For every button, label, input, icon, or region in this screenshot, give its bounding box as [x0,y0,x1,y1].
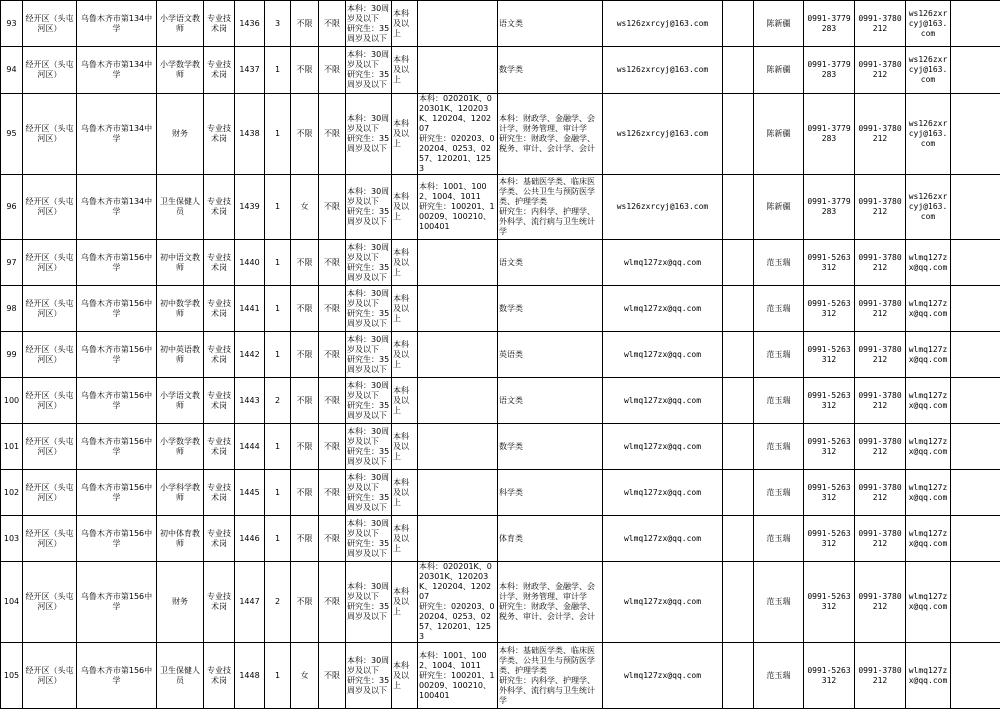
cell-contact: 范玉瑞 [754,332,804,378]
cell-blank [951,378,1000,424]
cell-phone1: 0991-5263312 [804,562,855,643]
table-row [1,424,1000,470]
cell-major: 科学类 [498,470,603,516]
cell-type: 专业技术岗 [204,94,235,175]
cell-email: ws126zxrcyj@163.com [603,47,723,94]
cell-blank [951,94,1000,175]
cell-email2: wlmq127zx@qq.com [906,643,951,709]
cell-phone2: 0991-3780212 [855,424,906,470]
cell-type: 专业技术岗 [204,643,235,709]
cell-position: 初中英语教师 [157,332,204,378]
cell-education: 本科及以上 [392,332,418,378]
cell-email2: wlmq127zx@qq.com [906,516,951,562]
cell-age: 本科：30周岁及以下 研究生：35周岁及以下 [346,240,392,286]
cell-blank [723,286,754,332]
cell-school: 乌鲁木齐市第156中学 [77,332,157,378]
cell-email: ws126zxrcyj@163.com [603,1,723,47]
cell-gender: 不限 [291,516,319,562]
cell-district: 经开区（头屯河区） [23,424,77,470]
cell-blank [951,643,1000,709]
cell-email: wlmq127zx@qq.com [603,378,723,424]
cell-no: 99 [1,332,23,378]
cell-blank [723,1,754,47]
cell-type: 专业技术岗 [204,332,235,378]
cell-major: 语文类 [498,378,603,424]
cell-code: 1445 [235,470,265,516]
cell-email: wlmq127zx@qq.com [603,516,723,562]
cell-district: 经开区（头屯河区） [23,470,77,516]
cell-district: 经开区（头屯河区） [23,562,77,643]
cell-type: 专业技术岗 [204,175,235,240]
cell-ethnic: 不限 [319,378,346,424]
cell-age: 本科：30周岁及以下 研究生：35周岁及以下 [346,516,392,562]
cell-email2: ws126zxrcyj@163.com [906,175,951,240]
cell-type: 专业技术岗 [204,516,235,562]
cell-gender: 不限 [291,1,319,47]
cell-major: 本科：基础医学类、临床医学类、公共卫生与预防医学类、护理学类 研究生：内科学、护理学、外科学、流行病与卫生统计学 [498,643,603,709]
cell-count: 1 [265,332,291,378]
cell-major: 语文类 [498,1,603,47]
cell-age: 本科：30周岁及以下 研究生：35周岁及以下 [346,378,392,424]
cell-blank [951,1,1000,47]
table-row [1,94,1000,175]
cell-code: 1444 [235,424,265,470]
cell-school: 乌鲁木齐市第134中学 [77,1,157,47]
cell-phone1: 0991-5263312 [804,378,855,424]
cell-contact: 范玉瑞 [754,378,804,424]
table-row [1,643,1000,709]
cell-major: 本科：基础医学类、临床医学类、公共卫生与预防医学类、护理学类 研究生：内科学、护理学、外科学、流行病与卫生统计学 [498,175,603,240]
cell-education: 本科及以上 [392,424,418,470]
cell-ethnic: 不限 [319,562,346,643]
cell-phone2: 0991-3780212 [855,643,906,709]
cell-blank [951,562,1000,643]
cell-education: 本科及以上 [392,562,418,643]
cell-email: wlmq127zx@qq.com [603,470,723,516]
cell-phone2: 0991-3780212 [855,286,906,332]
cell-position: 初中语文教师 [157,240,204,286]
cell-no: 94 [1,47,23,94]
cell-phone1: 0991-5263312 [804,424,855,470]
cell-email: wlmq127zx@qq.com [603,424,723,470]
cell-gender: 不限 [291,562,319,643]
cell-phone1: 0991-5263312 [804,643,855,709]
cell-email2: ws126zxrcyj@163.com [906,94,951,175]
cell-school: 乌鲁木齐市第156中学 [77,562,157,643]
cell-email2: wlmq127zx@qq.com [906,332,951,378]
cell-major-code [418,240,498,286]
cell-code: 1448 [235,643,265,709]
cell-district: 经开区（头屯河区） [23,286,77,332]
cell-blank [951,332,1000,378]
cell-major-code [418,332,498,378]
table-body [1,1,1000,709]
cell-email2: wlmq127zx@qq.com [906,470,951,516]
cell-major-code [418,470,498,516]
cell-no: 95 [1,94,23,175]
cell-email2: wlmq127zx@qq.com [906,378,951,424]
table-row [1,240,1000,286]
cell-contact: 范玉瑞 [754,470,804,516]
cell-count: 1 [265,240,291,286]
cell-position: 财务 [157,94,204,175]
cell-email: ws126zxrcyj@163.com [603,175,723,240]
cell-ethnic: 不限 [319,1,346,47]
cell-phone1: 0991-3779283 [804,47,855,94]
cell-blank [723,470,754,516]
cell-age: 本科：30周岁及以下 研究生：35周岁及以下 [346,175,392,240]
cell-email: wlmq127zx@qq.com [603,562,723,643]
cell-education: 本科及以上 [392,1,418,47]
cell-position: 卫生保健人员 [157,175,204,240]
cell-age: 本科：30周岁及以下 研究生：35周岁及以下 [346,332,392,378]
cell-count: 1 [265,424,291,470]
cell-major: 英语类 [498,332,603,378]
cell-ethnic: 不限 [319,470,346,516]
cell-phone2: 0991-3780212 [855,175,906,240]
cell-major: 体育类 [498,516,603,562]
cell-district: 经开区（头屯河区） [23,378,77,424]
cell-age: 本科：30周岁及以下 研究生：35周岁及以下 [346,47,392,94]
cell-email: wlmq127zx@qq.com [603,240,723,286]
cell-count: 1 [265,516,291,562]
cell-type: 专业技术岗 [204,378,235,424]
cell-blank [723,516,754,562]
cell-phone1: 0991-5263312 [804,470,855,516]
cell-major-code: 本科：1001、1002、1004、1011 研究生：100201、100209、100210、100401 [418,643,498,709]
cell-blank [951,516,1000,562]
cell-gender: 不限 [291,240,319,286]
cell-type: 专业技术岗 [204,286,235,332]
cell-education: 本科及以上 [392,47,418,94]
cell-type: 专业技术岗 [204,562,235,643]
cell-blank [723,562,754,643]
cell-code: 1440 [235,240,265,286]
cell-gender: 不限 [291,94,319,175]
cell-age: 本科：30周岁及以下 研究生：35周岁及以下 [346,643,392,709]
cell-count: 2 [265,378,291,424]
cell-major: 数学类 [498,286,603,332]
cell-code: 1439 [235,175,265,240]
cell-school: 乌鲁木齐市第134中学 [77,94,157,175]
cell-education: 本科及以上 [392,94,418,175]
cell-position: 初中体育教师 [157,516,204,562]
cell-phone1: 0991-3779283 [804,94,855,175]
cell-position: 小学语文教师 [157,378,204,424]
cell-ethnic: 不限 [319,516,346,562]
cell-school: 乌鲁木齐市第156中学 [77,240,157,286]
cell-school: 乌鲁木齐市第134中学 [77,47,157,94]
cell-contact: 范玉瑞 [754,286,804,332]
cell-phone2: 0991-3780212 [855,1,906,47]
cell-school: 乌鲁木齐市第156中学 [77,516,157,562]
cell-type: 专业技术岗 [204,1,235,47]
cell-contact: 范玉瑞 [754,562,804,643]
cell-gender: 不限 [291,286,319,332]
cell-position: 初中数学教师 [157,286,204,332]
cell-blank [951,47,1000,94]
cell-age: 本科：30周岁及以下 研究生：35周岁及以下 [346,94,392,175]
cell-blank [723,378,754,424]
cell-contact: 陈新疆 [754,1,804,47]
table-row [1,1,1000,47]
cell-phone2: 0991-3780212 [855,94,906,175]
cell-major: 数学类 [498,424,603,470]
cell-phone2: 0991-3780212 [855,378,906,424]
cell-gender: 不限 [291,470,319,516]
cell-no: 101 [1,424,23,470]
cell-email2: wlmq127zx@qq.com [906,240,951,286]
cell-count: 1 [265,643,291,709]
cell-phone2: 0991-3780212 [855,470,906,516]
cell-phone2: 0991-3780212 [855,332,906,378]
cell-education: 本科及以上 [392,378,418,424]
cell-district: 经开区（头屯河区） [23,94,77,175]
cell-district: 经开区（头屯河区） [23,240,77,286]
cell-phone1: 0991-3779283 [804,1,855,47]
cell-major: 本科：财政学、金融学、会计学、财务管理、审计学 研究生：财政学、金融学、税务、审计、会计学、会计 [498,562,603,643]
cell-ethnic: 不限 [319,286,346,332]
table-row [1,516,1000,562]
cell-school: 乌鲁木齐市第156中学 [77,470,157,516]
cell-phone2: 0991-3780212 [855,562,906,643]
cell-age: 本科：30周岁及以下 研究生：35周岁及以下 [346,424,392,470]
cell-district: 经开区（头屯河区） [23,175,77,240]
cell-code: 1437 [235,47,265,94]
cell-ethnic: 不限 [319,332,346,378]
cell-code: 1447 [235,562,265,643]
cell-blank [951,286,1000,332]
cell-school: 乌鲁木齐市第134中学 [77,175,157,240]
cell-type: 专业技术岗 [204,47,235,94]
cell-school: 乌鲁木齐市第156中学 [77,424,157,470]
cell-education: 本科及以上 [392,286,418,332]
cell-blank [951,175,1000,240]
cell-age: 本科：30周岁及以下 研究生：35周岁及以下 [346,1,392,47]
cell-ethnic: 不限 [319,424,346,470]
cell-count: 2 [265,562,291,643]
cell-gender: 不限 [291,424,319,470]
cell-count: 1 [265,286,291,332]
cell-major: 数学类 [498,47,603,94]
cell-school: 乌鲁木齐市第156中学 [77,643,157,709]
cell-major-code: 本科：1001、1002、1004、1011 研究生：100201、100209、100210、100401 [418,175,498,240]
cell-gender: 不限 [291,47,319,94]
cell-no: 103 [1,516,23,562]
cell-district: 经开区（头屯河区） [23,1,77,47]
cell-no: 96 [1,175,23,240]
cell-major-code: 本科：020201K、020301K、120203K、120204、120207 研究生：020203、020204、0253、0257、120201、1253 [418,562,498,643]
table-row [1,562,1000,643]
cell-email: wlmq127zx@qq.com [603,332,723,378]
cell-email: wlmq127zx@qq.com [603,286,723,332]
cell-major: 本科：财政学、金融学、会计学、财务管理、审计学 研究生：财政学、金融学、税务、审计、会计学、会计 [498,94,603,175]
table-row [1,470,1000,516]
cell-count: 1 [265,94,291,175]
cell-phone1: 0991-5263312 [804,516,855,562]
cell-type: 专业技术岗 [204,240,235,286]
cell-position: 小学数学教师 [157,47,204,94]
cell-blank [723,94,754,175]
cell-no: 93 [1,1,23,47]
cell-email2: ws126zxrcyj@163.com [906,47,951,94]
table-row [1,47,1000,94]
cell-gender: 不限 [291,332,319,378]
cell-major-code [418,424,498,470]
cell-school: 乌鲁木齐市第156中学 [77,378,157,424]
cell-district: 经开区（头屯河区） [23,643,77,709]
cell-major-code: 本科：020201K、020301K、120203K、120204、120207 研究生：020203、020204、0253、0257、120201、1253 [418,94,498,175]
cell-ethnic: 不限 [319,47,346,94]
cell-code: 1442 [235,332,265,378]
cell-age: 本科：30周岁及以下 研究生：35周岁及以下 [346,562,392,643]
cell-contact: 陈新疆 [754,94,804,175]
cell-ethnic: 不限 [319,175,346,240]
cell-position: 财务 [157,562,204,643]
table-row [1,332,1000,378]
cell-count: 1 [265,47,291,94]
cell-contact: 范玉瑞 [754,516,804,562]
cell-ethnic: 不限 [319,240,346,286]
cell-code: 1436 [235,1,265,47]
cell-ethnic: 不限 [319,94,346,175]
cell-gender: 女 [291,643,319,709]
cell-position: 小学语文教师 [157,1,204,47]
cell-major-code [418,47,498,94]
cell-major: 语文类 [498,240,603,286]
cell-contact: 陈新疆 [754,175,804,240]
cell-type: 专业技术岗 [204,470,235,516]
cell-blank [723,175,754,240]
cell-phone1: 0991-5263312 [804,240,855,286]
cell-type: 专业技术岗 [204,424,235,470]
cell-contact: 范玉瑞 [754,240,804,286]
cell-phone1: 0991-5263312 [804,332,855,378]
cell-no: 97 [1,240,23,286]
cell-email: wlmq127zx@qq.com [603,643,723,709]
cell-major-code [418,378,498,424]
cell-phone2: 0991-3780212 [855,516,906,562]
cell-code: 1438 [235,94,265,175]
cell-ethnic: 不限 [319,643,346,709]
cell-email2: wlmq127zx@qq.com [906,424,951,470]
cell-count: 3 [265,1,291,47]
cell-no: 100 [1,378,23,424]
cell-contact: 范玉瑞 [754,424,804,470]
cell-email2: wlmq127zx@qq.com [906,286,951,332]
cell-major-code [418,286,498,332]
cell-phone1: 0991-5263312 [804,286,855,332]
cell-age: 本科：30周岁及以下 研究生：35周岁及以下 [346,470,392,516]
cell-blank [951,424,1000,470]
cell-blank [723,47,754,94]
cell-major-code [418,1,498,47]
cell-blank [723,424,754,470]
cell-position: 小学科学教师 [157,470,204,516]
cell-count: 1 [265,470,291,516]
cell-phone2: 0991-3780212 [855,240,906,286]
cell-blank [723,643,754,709]
table-row [1,175,1000,240]
cell-contact: 范玉瑞 [754,643,804,709]
cell-email2: wlmq127zx@qq.com [906,562,951,643]
cell-education: 本科及以上 [392,240,418,286]
cell-phone1: 0991-3779283 [804,175,855,240]
cell-education: 本科及以上 [392,175,418,240]
cell-position: 小学数学教师 [157,424,204,470]
cell-education: 本科及以上 [392,643,418,709]
cell-district: 经开区（头屯河区） [23,332,77,378]
cell-district: 经开区（头屯河区） [23,516,77,562]
cell-gender: 女 [291,175,319,240]
cell-education: 本科及以上 [392,470,418,516]
cell-blank [723,332,754,378]
cell-no: 105 [1,643,23,709]
cell-gender: 不限 [291,378,319,424]
cell-email2: ws126zxrcyj@163.com [906,1,951,47]
cell-email: ws126zxrcyj@163.com [603,94,723,175]
cell-code: 1441 [235,286,265,332]
cell-no: 98 [1,286,23,332]
table-row [1,286,1000,332]
table-row [1,378,1000,424]
cell-blank [951,470,1000,516]
cell-major-code [418,516,498,562]
cell-no: 102 [1,470,23,516]
cell-school: 乌鲁木齐市第156中学 [77,286,157,332]
cell-no: 104 [1,562,23,643]
cell-contact: 陈新疆 [754,47,804,94]
cell-code: 1446 [235,516,265,562]
cell-code: 1443 [235,378,265,424]
cell-education: 本科及以上 [392,516,418,562]
cell-blank [951,240,1000,286]
cell-position: 卫生保健人员 [157,643,204,709]
cell-phone2: 0991-3780212 [855,47,906,94]
cell-blank [723,240,754,286]
cell-age: 本科：30周岁及以下 研究生：35周岁及以下 [346,286,392,332]
cell-count: 1 [265,175,291,240]
cell-district: 经开区（头屯河区） [23,47,77,94]
